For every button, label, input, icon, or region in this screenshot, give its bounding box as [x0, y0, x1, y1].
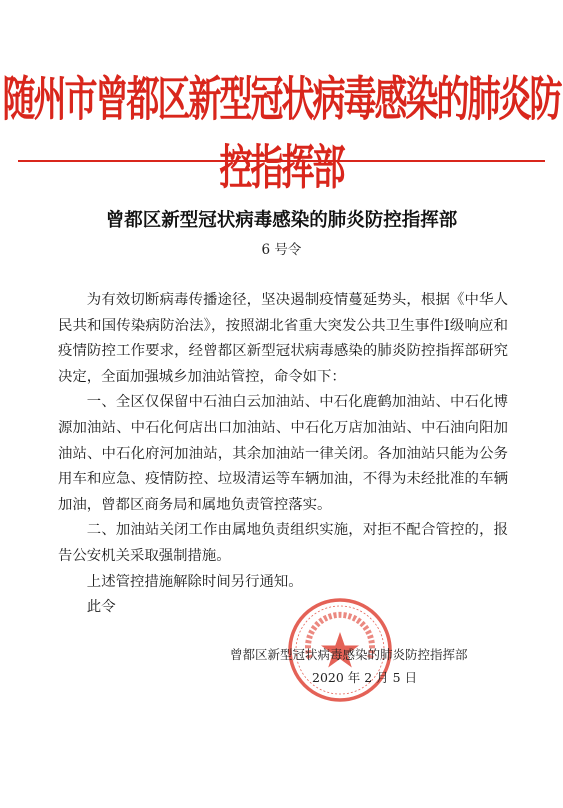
- document-title: 曾都区新型冠状病毒感染的肺炎防控指挥部: [105, 210, 458, 231]
- paragraph-notice: 上述管控措施解除时间另行通知。: [86, 573, 303, 590]
- paragraph-closing: 此令: [86, 599, 116, 616]
- document-number: 6 号令: [261, 242, 302, 258]
- paragraph-item-1: 一、全区仅保留中石油白云加油站、中石化鹿鹤加油站、中石化博源加油站、中石化何店出口加油站、中石化万店加油站、中石油向阳加油站、中石化府河加油站，其余加油站一律关闭。各加油站只能为公务用车和应急、疫情防控、垃圾清运等车辆加油，不得为未经批准的车辆加油，曾都区商务局和属地负责管控落实。: [58, 394, 508, 513]
- paragraph-intro: 为有效切断病毒传播途径，坚决遏制疫情蔓延势头，根据《中华人民共和国传染病防治法》，按照湖北省重大突发公共卫生事件Ⅰ级响应和疫情防控工作要求，经曾都区新型冠状病毒感染的肺炎防控指挥部研究决定，全面加强城乡加油站管控，命令如下：: [58, 292, 508, 385]
- red-header-title: 随州市曾都区新型冠状病毒感染的肺炎防控指挥部: [2, 70, 561, 196]
- signature-date: 2020 年 2 月 5 日: [312, 670, 418, 685]
- document-body: [58, 288, 508, 621]
- red-header-rule: [18, 160, 545, 162]
- signature-org: 曾都区新型冠状病毒感染的肺炎防控指挥部: [230, 647, 468, 662]
- paragraph-item-2: 二、加油站关闭工作由属地负责组织实施，对拒不配合管控的，报告公安机关采取强制措施。: [58, 522, 508, 564]
